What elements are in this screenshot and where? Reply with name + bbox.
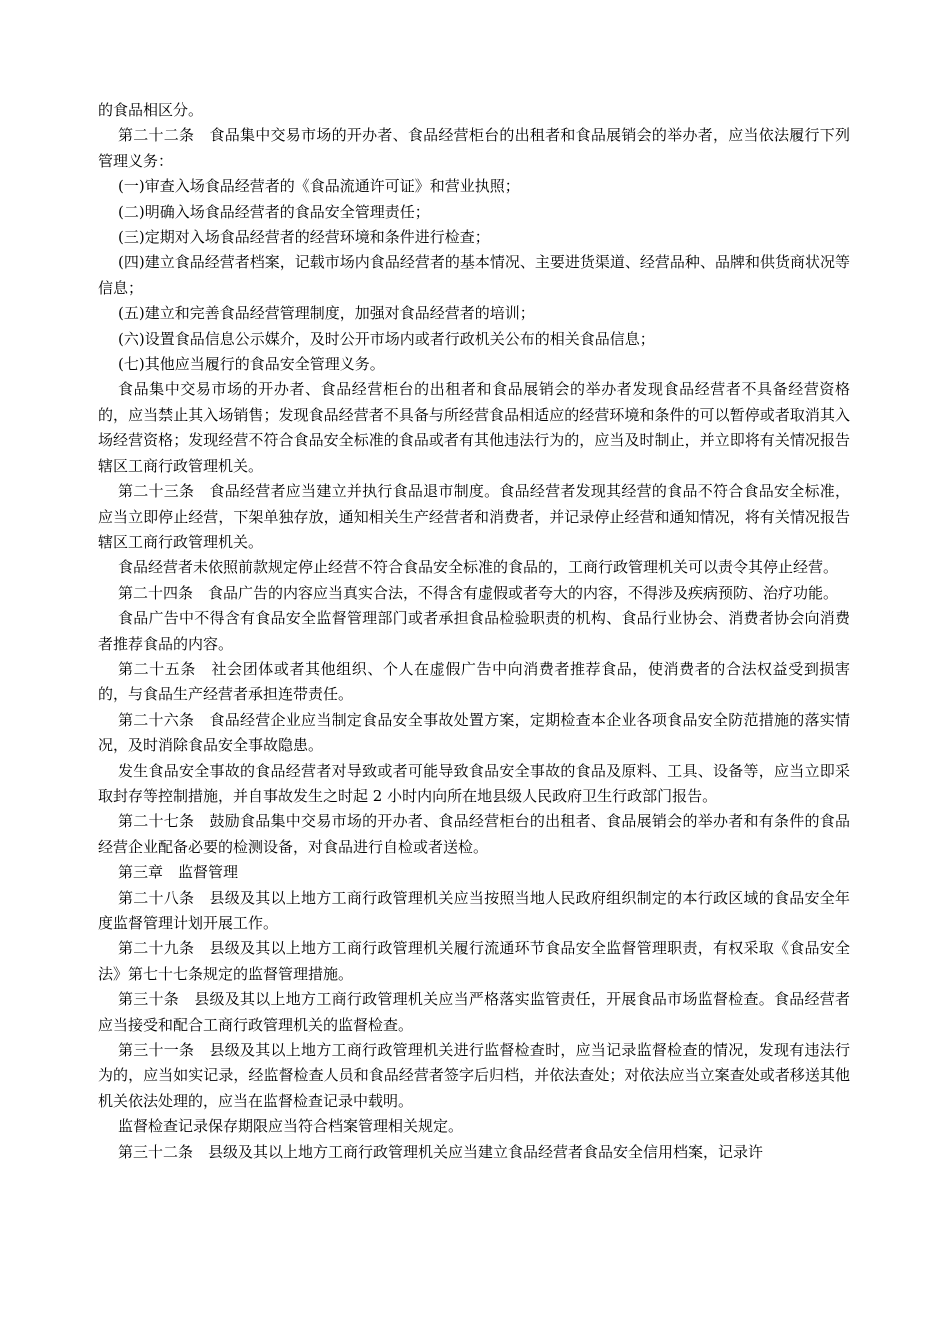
article-22-item-5: (五)建立和完善食品经营管理制度，加强对食品经营者的培训； bbox=[118, 304, 535, 323]
article-22-paragraph-2: 食品集中交易市场的开办者、食品经营柜台的出租者和食品展销会的举办者发现食品经营者不具备经营资格的，应当禁止其入场销售；发现食品经营者不具备与所经营食品相适应的经营环境和条件的可以暂停或者取消其入场经营资格；发现经营不符合食品安全标准的食品或者有其他违法行为的，应当及时制止，并立即将有关情况报告辖区工商行政管理机关。 bbox=[98, 380, 850, 475]
article-23-paragraph-2: 食品经营者未依照前款规定停止经营不符合食品安全标准的食品的，工商行政管理机关可以责令其停止经营。 bbox=[118, 558, 839, 577]
document-page bbox=[98, 98, 850, 1165]
article-22-item-7: (七)其他应当履行的食品安全管理义务。 bbox=[118, 355, 385, 374]
article-31-paragraph-2: 监督检查记录保存期限应当符合档案管理相关规定。 bbox=[118, 1117, 464, 1136]
article-24-paragraph-2: 食品广告中不得含有食品安全监督管理部门或者承担食品检验职责的机构、食品行业协会、消费者协会向消费者推荐食品的内容。 bbox=[98, 609, 850, 653]
article-22-item-4: (四)建立食品经营者档案，记载市场内食品经营者的基本情况、主要进货渠道、经营品种、品牌和供货商状况等信息； bbox=[98, 253, 850, 297]
article-26: 第二十六条 食品经营企业应当制定食品安全事故处置方案，定期检查本企业各项食品安全防范措施的落实情况，及时消除食品安全事故隐患。 bbox=[98, 710, 850, 755]
article-28: 第二十八条 县级及其以上地方工商行政管理机关应当按照当地人民政府组织制定的本行政区域的食品安全年度监督管理计划开展工作。 bbox=[98, 888, 850, 932]
paragraph-continuation: 的食品相区分。 bbox=[98, 101, 204, 119]
article-31: 第三十一条 县级及其以上地方工商行政管理机关进行监督检查时，应当记录监督检查的情况，发现有违法行为的，应当如实记录，经监督检查人员和食品经营者签字后归档，并依法查处；对依法应当立案查处或者移送其他机关依法处理的，应当在监督检查记录中载明。 bbox=[98, 1041, 850, 1110]
article-22-item-3: (三)定期对入场食品经营者的经营环境和条件进行检查； bbox=[118, 228, 490, 247]
article-22: 第二十二条 食品集中交易市场的开办者、食品经营柜台的出租者和食品展销会的举办者，应当依法履行下列管理义务： bbox=[98, 126, 850, 170]
article-29: 第二十九条 县级及其以上地方工商行政管理机关履行流通环节食品安全监督管理职责，有权采取《食品安全法》第七十七条规定的监督管理措施。 bbox=[98, 939, 850, 983]
article-24: 第二十四条 食品广告的内容应当真实合法，不得含有虚假或者夸大的内容，不得涉及疾病预防、治疗功能。 bbox=[118, 583, 839, 602]
article-25: 第二十五条 社会团体或者其他组织、个人在虚假广告中向消费者推荐食品，使消费者的合法权益受到损害的，与食品生产经营者承担连带责任。 bbox=[98, 659, 850, 704]
chapter-3-heading: 第三章 监督管理 bbox=[118, 863, 239, 882]
article-22-item-2: (二)明确入场食品经营者的食品安全管理责任； bbox=[118, 202, 430, 221]
article-32: 第三十二条 县级及其以上地方工商行政管理机关应当建立食品经营者食品安全信用档案，记录许 bbox=[118, 1142, 764, 1161]
article-22-item-6: (六)设置食品信息公示媒介，及时公开市场内或者行政机关公布的相关食品信息； bbox=[118, 329, 655, 348]
article-26-paragraph-2: 发生食品安全事故的食品经营者对导致或者可能导致食品安全事故的食品及原料、工具、设备等，应当立即采取封存等控制措施，并自事故发生之时起 2 小时内向所在地县级人民政府卫生行政部门报告。 bbox=[98, 761, 850, 805]
article-22-item-1: (一)审查入场食品经营者的《食品流通许可证》和营业执照； bbox=[118, 177, 520, 196]
article-23: 第二十三条 食品经营者应当建立并执行食品退市制度。食品经营者发现其经营的食品不符合食品安全标准，应当立即停止经营，下架单独存放，通知相关生产经营者和消费者，并记录停止经营和通知情况，将有关情况报告辖区工商行政管理机关。 bbox=[98, 482, 850, 551]
article-27: 第二十七条 鼓励食品集中交易市场的开办者、食品经营柜台的出租者、食品展销会的举办者和有条件的食品经营企业配备必要的检测设备，对食品进行自检或者送检。 bbox=[98, 812, 850, 856]
article-30: 第三十条 县级及其以上地方工商行政管理机关应当严格落实监管责任，开展食品市场监督检查。食品经营者应当接受和配合工商行政管理机关的监督检查。 bbox=[98, 990, 850, 1034]
